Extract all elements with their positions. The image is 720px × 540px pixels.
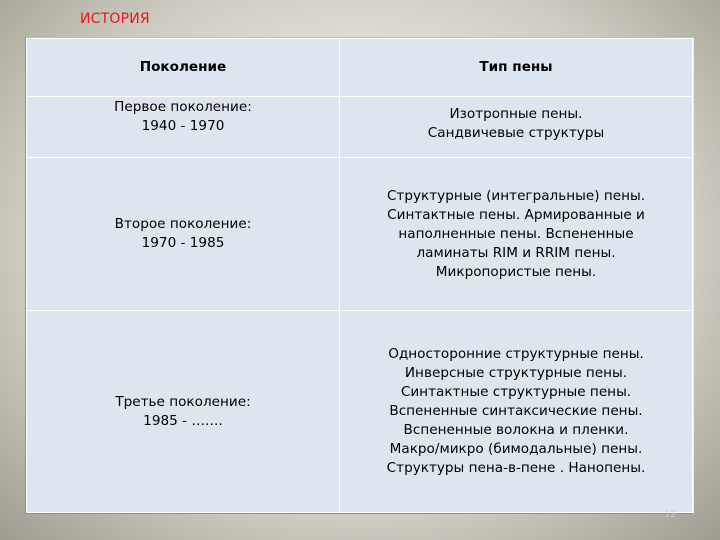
generation-years: 1985 - ……. xyxy=(143,412,223,429)
generation-years: 1940 - 1970 xyxy=(141,118,225,134)
foam-type-line: Синтактные структурные пены. xyxy=(400,384,632,400)
history-table-container xyxy=(25,37,694,514)
foam-type-line: Структурные (интегральные) пены. xyxy=(386,187,646,204)
foam-type-line: Сандвичевые структуры xyxy=(427,125,605,141)
table-row xyxy=(27,158,693,311)
table-header-row xyxy=(27,39,693,97)
generation-cell xyxy=(27,97,340,158)
foam-type-line: Изотропные пены. xyxy=(449,106,583,122)
header-foam-type: Тип пены xyxy=(340,39,693,97)
foam-type-line: Синтактные пены. Армированные и xyxy=(387,206,645,223)
foam-type-line: Инверсные структурные пены. xyxy=(404,365,628,381)
foam-type-line: Односторонние структурные пены. xyxy=(388,346,644,362)
foam-history-table xyxy=(26,38,693,513)
table-row xyxy=(27,311,693,513)
generation-cell xyxy=(27,311,340,513)
table-row xyxy=(27,97,693,158)
foam-types-cell xyxy=(340,158,693,311)
generation-years: 1970 - 1985 xyxy=(141,235,225,251)
generation-cell xyxy=(27,158,340,311)
foam-type-line: Структуры пена-в-пене . Нанопены. xyxy=(386,460,646,476)
foam-type-line: Вспененные волокна и пленки. xyxy=(403,422,629,438)
foam-type-line: наполненные пены. Вспененные xyxy=(398,225,634,242)
generation-name: Третье поколение: xyxy=(115,393,251,410)
generation-name: Второе поколение: xyxy=(114,216,252,232)
header-generation: Поколение xyxy=(27,39,340,97)
foam-types-cell xyxy=(340,311,693,513)
foam-type-line: ламинаты RIM и RRIM пены. xyxy=(416,244,616,261)
foam-types-cell xyxy=(340,97,693,158)
slide-title: ИСТОРИЯ xyxy=(80,11,150,27)
foam-type-line: Микропористые пены. xyxy=(435,263,597,280)
foam-type-line: Вспененные синтаксические пены. xyxy=(389,403,643,419)
foam-type-line: Макро/микро (бимодальные) пены. xyxy=(389,441,643,457)
generation-name: Первое поколение: xyxy=(114,99,252,115)
page-number: 12 xyxy=(664,510,676,520)
